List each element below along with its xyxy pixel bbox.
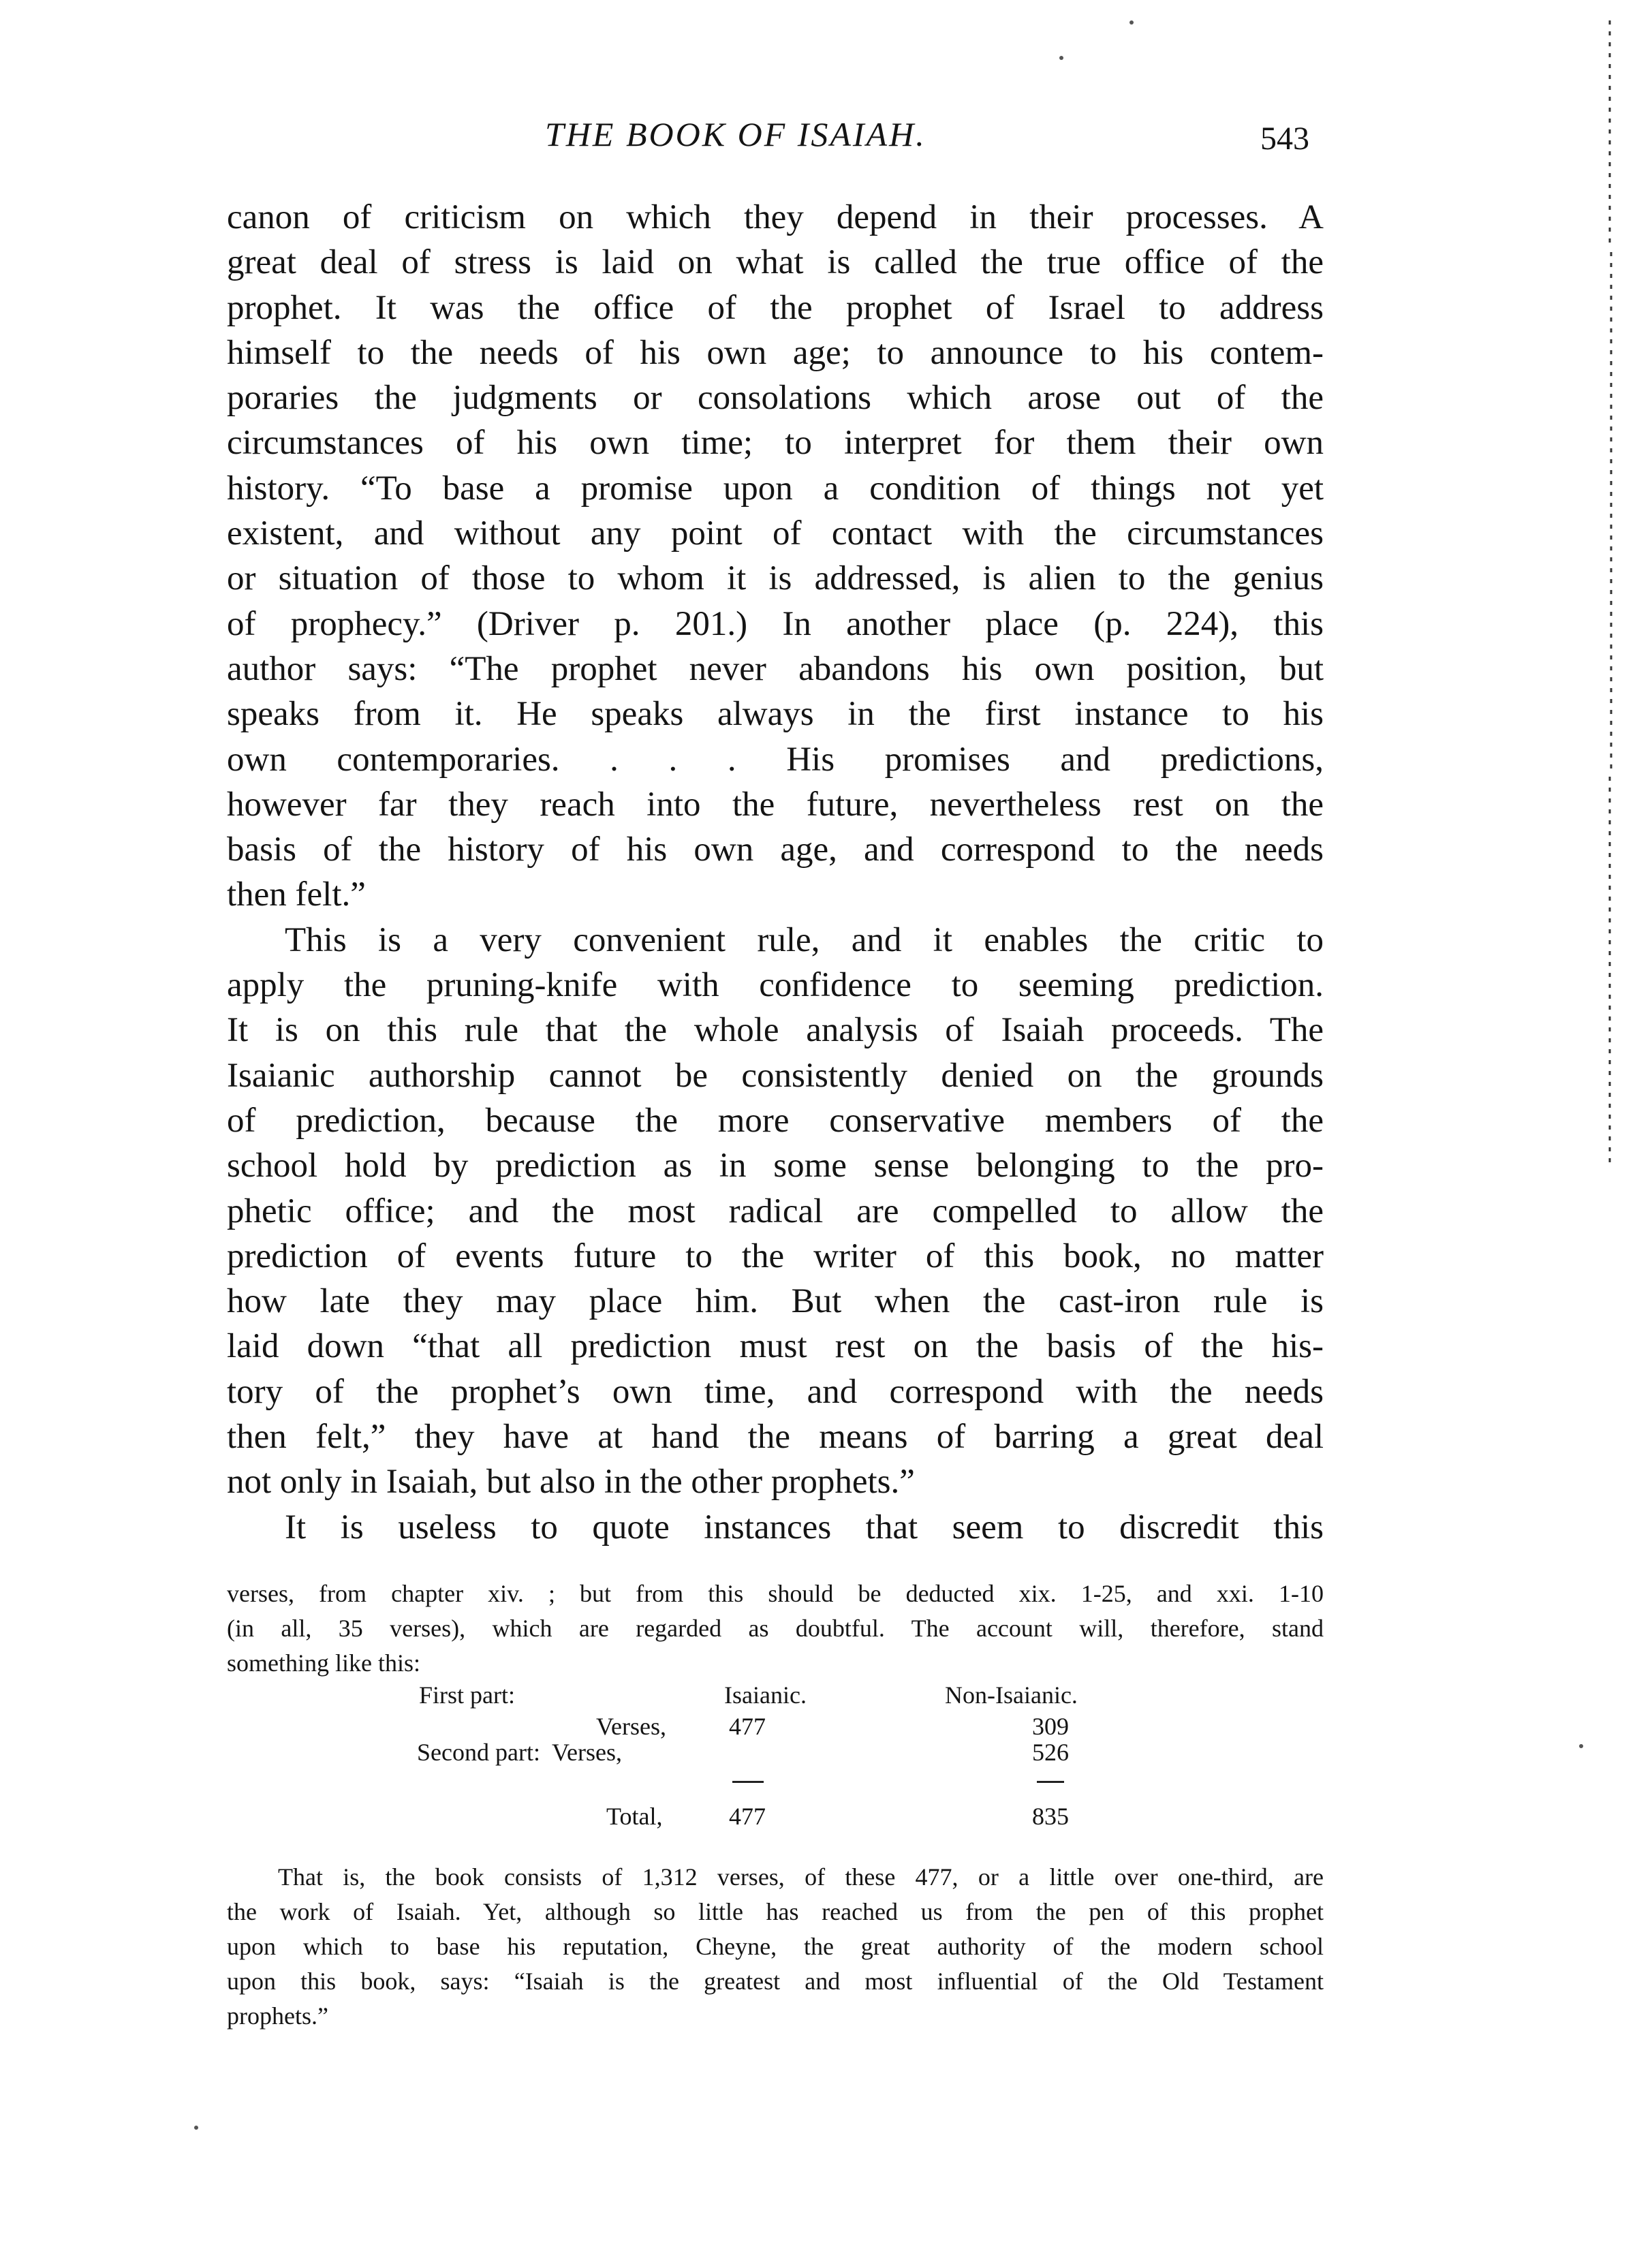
total-non-isaianic-value: 835 <box>1032 1803 1069 1830</box>
verse-count-table <box>0 1681 1652 1859</box>
first-part-label: First part: <box>419 1681 515 1709</box>
first-part-isaianic-value: 477 <box>729 1713 766 1740</box>
footnote-line: the work of Isaiah. Yet, although so little has reached us from the pen of this prophet <box>227 1898 1324 1925</box>
body-line: or situation of those to whom it is addressed, is alien to the genius <box>227 559 1324 598</box>
first-part-non-isaianic-value: 309 <box>1032 1713 1069 1740</box>
body-line: laid down “that all prediction must rest on the basis of the his- <box>227 1327 1324 1366</box>
body-line: phetic office; and the most radical are compelled to allow the <box>227 1192 1324 1230</box>
body-line: of prediction, because the more conservative members of the <box>227 1101 1324 1140</box>
footnote-line: upon which to base his reputation, Cheyne, the great authority of the modern school <box>227 1933 1324 1960</box>
body-line: apply the pruning-knife with confidence to seeming prediction. <box>227 966 1324 1005</box>
body-line: Isaianic authorship cannot be consistently denied on the grounds <box>227 1056 1324 1095</box>
footnote-line: prophets.” <box>227 2002 328 2030</box>
body-line: not only in Isaiah, but also in the other prophets.” <box>227 1463 915 1502</box>
body-line: poraries the judgments or consolations which arose out of the <box>227 379 1324 418</box>
footnote-line: That is, the book consists of 1,312 verses, of these 477, or a little over one-third, are <box>278 1863 1324 1891</box>
non-isaianic-column-header: Non-Isaianic. <box>945 1681 1078 1709</box>
body-line: however far they reach into the future, nevertheless rest on the <box>227 785 1324 824</box>
isaianic-sum-rule <box>732 1781 764 1783</box>
paragraph-first-line: It is useless to quote instances that seem to discredit this <box>285 1508 1324 1547</box>
body-line: prediction of events future to the writer of this book, no matter <box>227 1237 1324 1275</box>
body-line: basis of the history of his own age, and correspond to the needs <box>227 830 1324 869</box>
body-text <box>227 195 1324 1550</box>
scan-speck <box>1579 1744 1583 1748</box>
running-header-title: THE BOOK OF ISAIAH. <box>545 115 926 153</box>
body-line: canon of criticism on which they depend in their processes. A <box>227 198 1324 236</box>
total-label: Total, <box>606 1803 663 1830</box>
body-line: great deal of stress is laid on what is called the true office of the <box>227 243 1324 282</box>
body-line: It is on this rule that the whole analysis of Isaiah proceeds. The <box>227 1011 1324 1050</box>
body-line: prophet. It was the office of the prophet of Israel to address <box>227 288 1324 327</box>
body-line: of prophecy.” (Driver p. 201.) In another place (p. 224), this <box>227 604 1324 643</box>
second-part-verses-label: Verses, <box>552 1739 622 1766</box>
first-part-verses-label: Verses, <box>596 1713 666 1740</box>
scan-speck <box>1059 56 1063 60</box>
non-isaianic-sum-rule <box>1037 1781 1064 1783</box>
body-line: how late they may place him. But when the cast-iron rule is <box>227 1282 1324 1321</box>
isaianic-column-header: Isaianic. <box>724 1681 807 1709</box>
body-line: circumstances of his own time; to interpret for them their own <box>227 424 1324 463</box>
body-line: existent, and without any point of contact with the circumstances <box>227 514 1324 553</box>
footnote-line: upon this book, says: “Isaiah is the greatest and most influential of the Old Testament <box>227 1968 1324 1995</box>
scan-speck <box>194 2126 198 2130</box>
body-line: author says: “The prophet never abandons his own position, but <box>227 649 1324 688</box>
page-number: 543 <box>1260 121 1309 157</box>
total-isaianic-value: 477 <box>729 1803 766 1830</box>
body-line: tory of the prophet’s own time, and correspond with the needs <box>227 1372 1324 1411</box>
footnote-top <box>227 1576 1324 1681</box>
second-part-non-isaianic-value: 526 <box>1032 1739 1069 1766</box>
body-line: then felt.” <box>227 875 366 914</box>
footnote-line: something like this: <box>227 1649 420 1677</box>
paragraph-first-line: This is a very convenient rule, and it enables the critic to <box>285 920 1324 959</box>
body-line: school hold by prediction as in some sense belonging to the pro- <box>227 1147 1324 1185</box>
scan-edge-marks <box>1603 20 1617 1179</box>
body-line: himself to the needs of his own age; to announce to his contem- <box>227 333 1324 372</box>
scan-speck <box>1129 20 1134 25</box>
body-line: history. “To base a promise upon a condition of things not yet <box>227 469 1324 508</box>
second-part-label: Second part: <box>417 1739 540 1766</box>
body-line: then felt,” they have at hand the means of barring a great deal <box>227 1418 1324 1457</box>
footnote-line: verses, from chapter xiv. ; but from this should be deducted xix. 1-25, and xxi. 1-10 <box>227 1580 1324 1607</box>
body-line: speaks from it. He speaks always in the first instance to his <box>227 695 1324 734</box>
footnote-bottom <box>227 1860 1324 2034</box>
body-line: own contemporaries. . . . His promises and predictions, <box>227 740 1324 779</box>
footnote-line: (in all, 35 verses), which are regarded as doubtful. The account will, therefore, stand <box>227 1615 1324 1642</box>
